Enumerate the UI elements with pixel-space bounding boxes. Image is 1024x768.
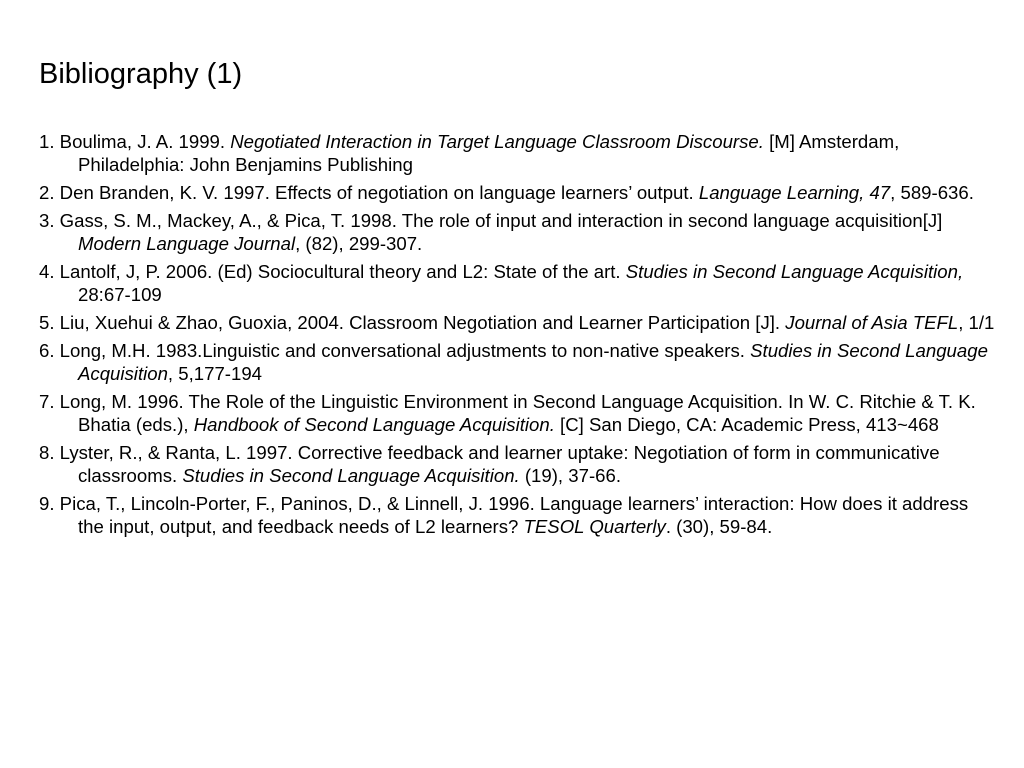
reference-number: 5. — [39, 312, 55, 333]
reference-item — [39, 260, 999, 306]
reference-details: [M] Amsterdam, Philadelphia: John Benjamins Publishing — [78, 131, 900, 175]
reference-text: Liu, Xuehui & Zhao, Guoxia, 2004. Classroom Negotiation and Learner Participation [J]. — [54, 312, 786, 333]
reference-item — [39, 209, 999, 255]
reference-number: 7. — [39, 391, 55, 412]
reference-details: , 5,177-194 — [167, 363, 262, 384]
reference-details: , 1/1 — [958, 312, 995, 333]
reference-text: Pica, T., Lincoln-Porter, F., Paninos, D., & Linnell, J. 1996. Language learners’ interaction: How does it address the input, output, and feedback needs of L2 learners? — [54, 493, 969, 537]
reference-source: Handbook of Second Language Acquisition. — [193, 414, 555, 435]
reference-source: Modern Language Journal — [78, 233, 296, 254]
reference-source: Negotiated Interaction in Target Language Classroom Discourse. — [230, 131, 764, 152]
reference-source: TESOL Quarterly — [523, 516, 666, 537]
reference-item — [39, 441, 999, 487]
reference-text: Lyster, R., & Ranta, L. 1997. Corrective feedback and learner uptake: Negotiation of form in communicative classrooms. — [54, 442, 940, 486]
reference-number: 1. — [39, 131, 55, 152]
reference-text: Long, M. 1996. The Role of the Linguistic Environment in Second Language Acquisition. In W. C. Ritchie & T. K. Bhatia (eds.), — [54, 391, 976, 435]
reference-number: 3. — [39, 210, 55, 231]
reference-source: Studies in Second Language Acquisition — [78, 340, 988, 384]
reference-details: [C] San Diego, CA: Academic Press, 413~468 — [554, 414, 939, 435]
reference-details: (19), 37-66. — [519, 465, 621, 486]
reference-item — [39, 181, 999, 204]
reference-list — [39, 130, 999, 543]
reference-item — [39, 339, 999, 385]
reference-text: Boulima, J. A. 1999. — [54, 131, 231, 152]
reference-source: Language Learning, 47 — [698, 182, 891, 203]
reference-source: Journal of Asia TEFL — [785, 312, 959, 333]
reference-text: Gass, S. M., Mackey, A., & Pica, T. 1998. The role of input and interaction in second language acquisition[J] — [54, 210, 943, 231]
reference-details: 28:67-109 — [78, 284, 162, 305]
reference-text: Den Branden, K. V. 1997. Effects of negotiation on language learners’ output. — [54, 182, 699, 203]
reference-details: , 589-636. — [890, 182, 974, 203]
reference-text: Lantolf, J, P. 2006. (Ed) Sociocultural theory and L2: State of the art. — [54, 261, 626, 282]
reference-item — [39, 311, 999, 334]
reference-text: Long, M.H. 1983.Linguistic and conversational adjustments to non-native speakers. — [54, 340, 751, 361]
reference-item — [39, 390, 999, 436]
slide-title: Bibliography (1) — [39, 58, 243, 90]
reference-number: 8. — [39, 442, 55, 463]
reference-item — [39, 130, 999, 176]
reference-source: Studies in Second Language Acquisition. — [182, 465, 520, 486]
reference-source: Studies in Second Language Acquisition, — [625, 261, 964, 282]
reference-item — [39, 492, 999, 538]
reference-number: 2. — [39, 182, 55, 203]
reference-details: . (30), 59-84. — [665, 516, 773, 537]
reference-number: 6. — [39, 340, 55, 361]
reference-details: , (82), 299-307. — [295, 233, 423, 254]
reference-number: 9. — [39, 493, 55, 514]
reference-number: 4. — [39, 261, 55, 282]
